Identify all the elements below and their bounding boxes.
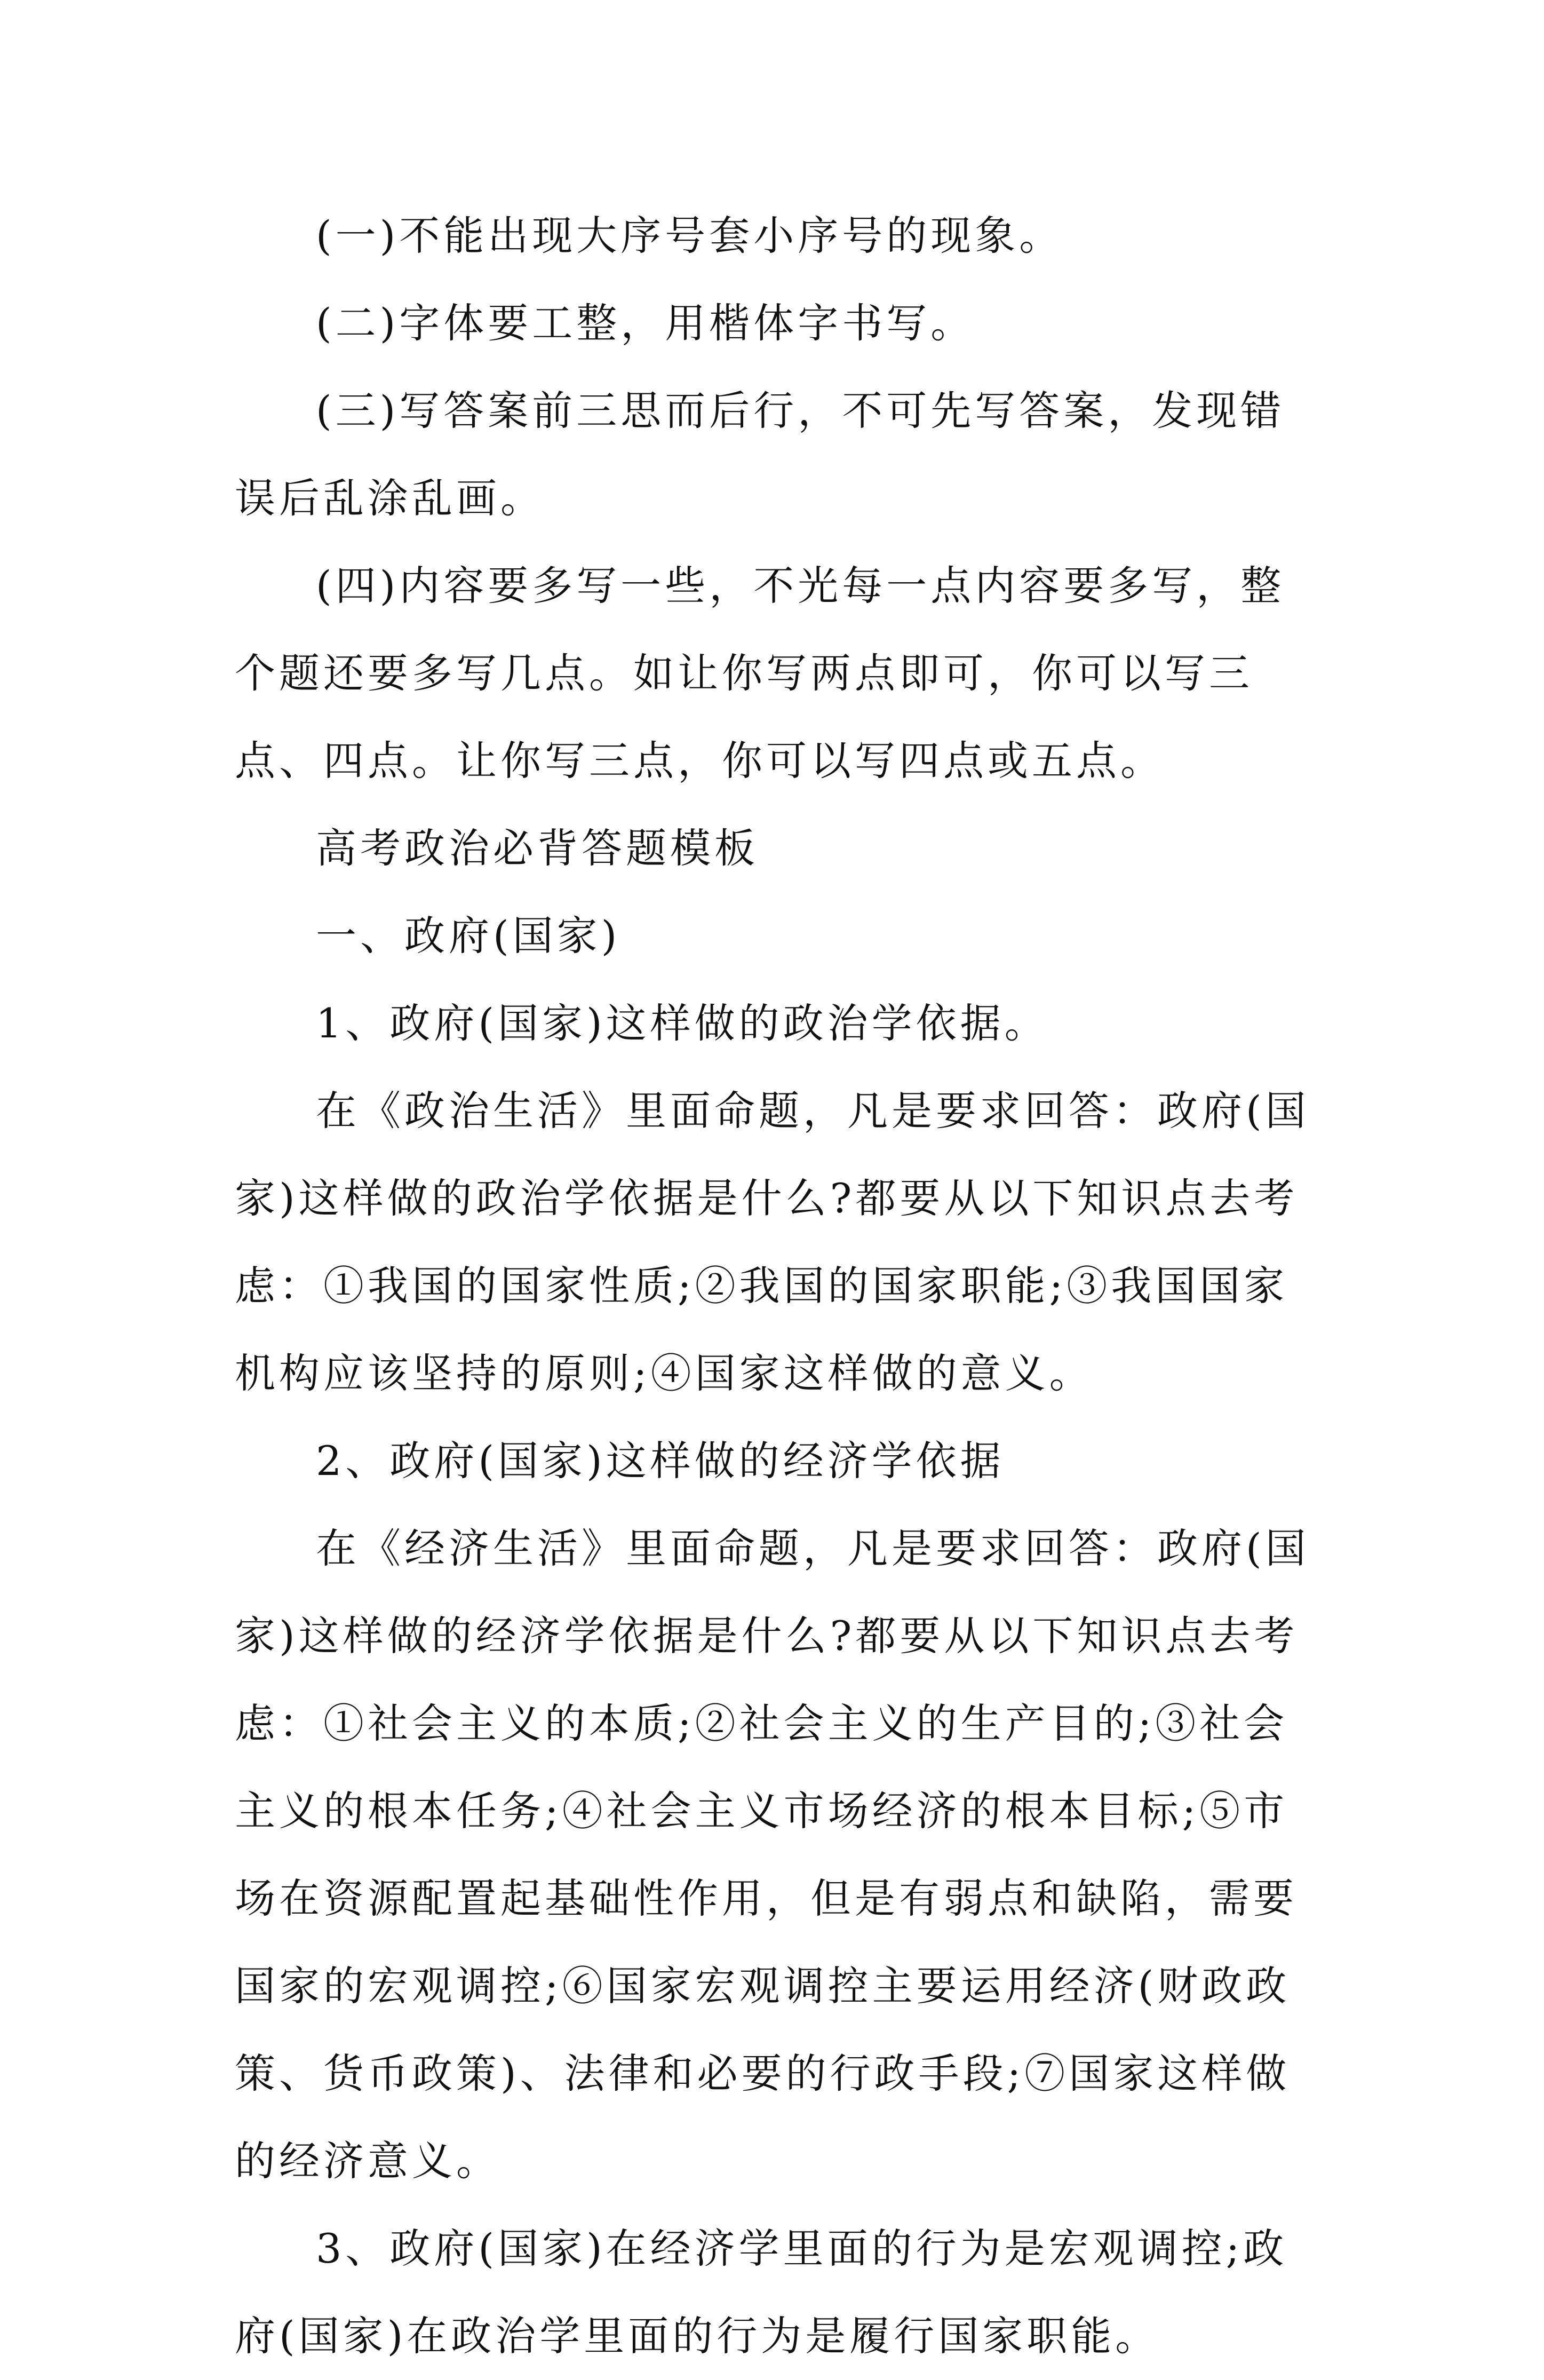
paragraph-item-2: (二)字体要工整，用楷体字书写。	[316, 299, 975, 347]
paragraph-item-4: (四)内容要多写一些，不光每一点内容要多写，整个题还要多写几点。如让你写两点即可，你可以写三点、四点。让你写三点，你可以写四点或五点。	[235, 562, 1285, 784]
paragraph-political-basis: 在《政治生活》里面命题，凡是要求回答：政府(国家)这样做的政治学依据是什么?都要从以下知识点去考虑：①我国的国家性质;②我国的国家职能;③我国国家机构应该坚持的原则;④国家这样做的意义。	[235, 1087, 1310, 1397]
document-body	[235, 192, 1312, 2380]
paragraph-item-1: (一)不能出现大序号套小序号的现象。	[316, 212, 1064, 259]
paragraph-government-behavior: 3、政府(国家)在经济学里面的行为是宏观调控;政府(国家)在政治学里面的行为是履行国家职能。	[235, 2225, 1288, 2360]
subheading-political-basis: 1、政府(国家)这样做的政治学依据。	[316, 999, 1049, 1047]
subheading-economic-basis: 2、政府(国家)这样做的经济学依据	[316, 1437, 1005, 1485]
section-heading-government: 一、政府(国家)	[316, 912, 621, 959]
paragraph-economic-basis: 在《经济生活》里面命题，凡是要求回答：政府(国家)这样做的经济学依据是什么?都要从以下知识点去考虑：①社会主义的本质;②社会主义的生产目的;③社会主义的根本任务;④社会主义市场经济的根本目标;⑤市场在资源配置起基础性作用，但是有弱点和缺陷，需要国家的宏观调控;⑥国家宏观调控主要运用经济(财政政策、货币政策)、法律和必要的行政手段;⑦国家这样做的经济意义。	[235, 1525, 1310, 2185]
section-title: 高考政治必背答题模板	[316, 824, 759, 872]
paragraph-item-3: (三)写答案前三思而后行，不可先写答案，发现错误后乱涂乱画。	[235, 387, 1285, 522]
